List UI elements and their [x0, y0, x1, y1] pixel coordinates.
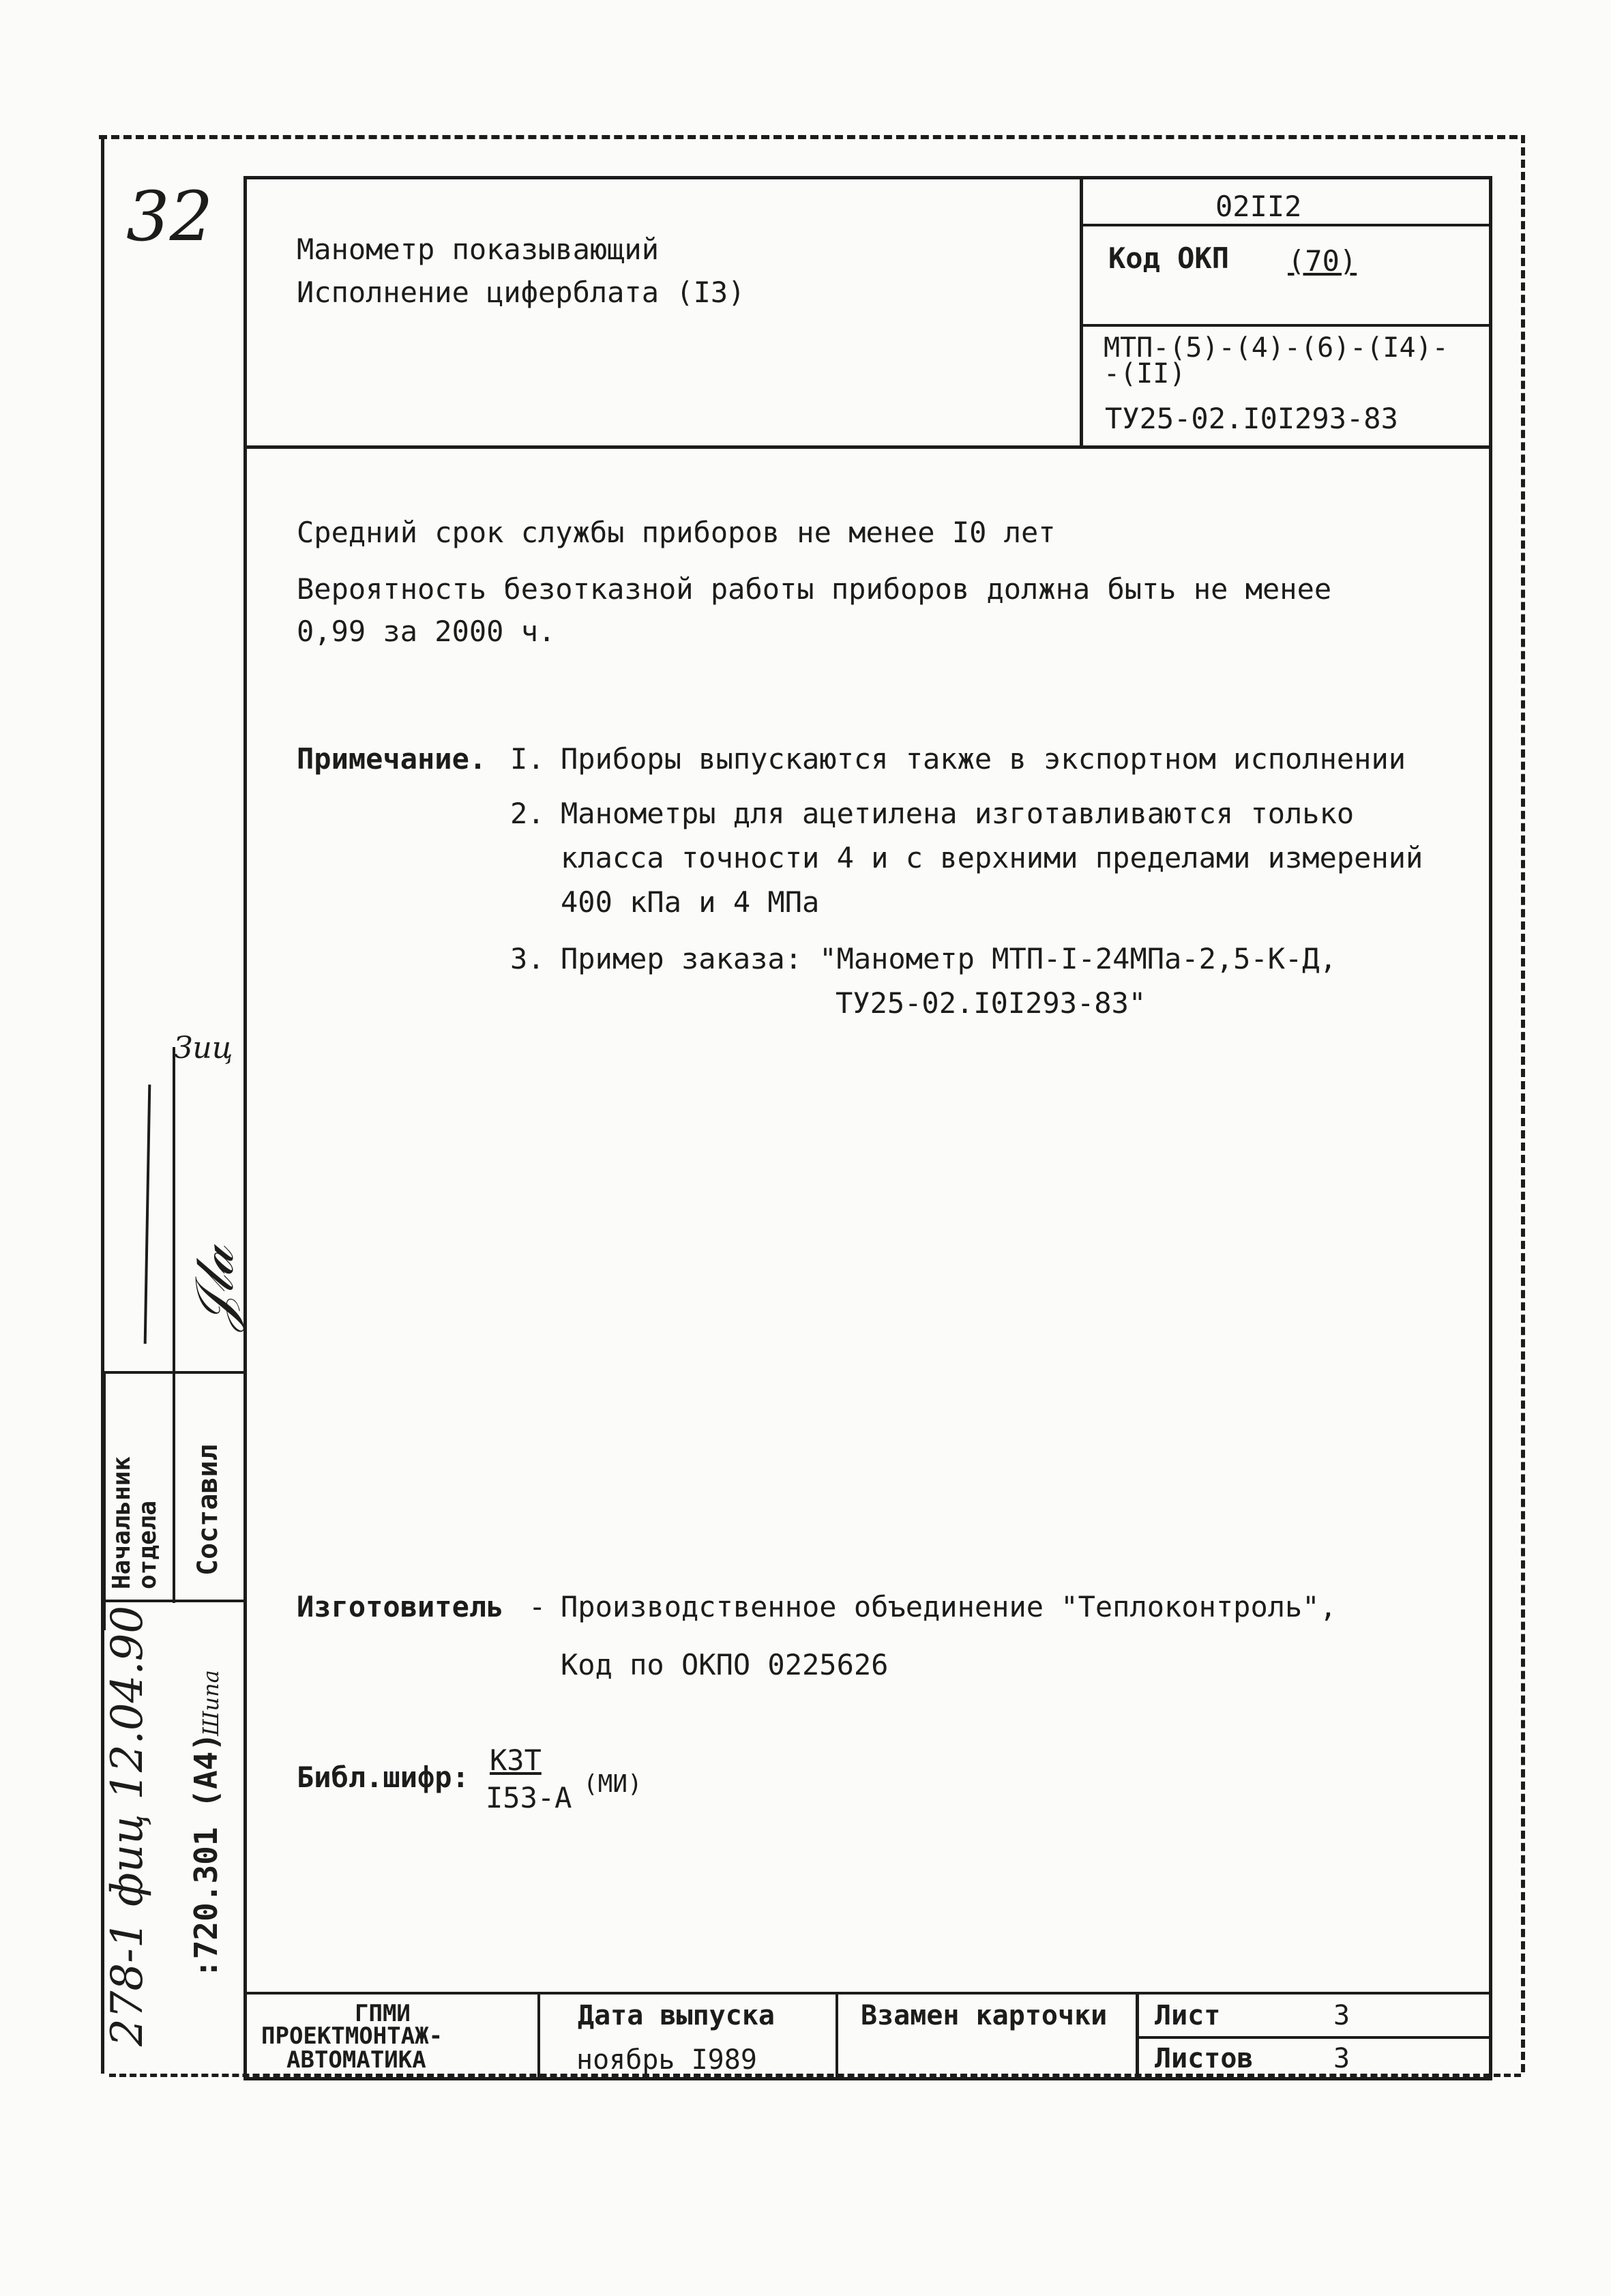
note3-text-2: ТУ25-02.I0I293-83" [836, 986, 1147, 1020]
library-code-label: Библ.шифр: [297, 1761, 469, 1794]
reliability-line-2: 0,99 за 2000 ч. [297, 615, 556, 648]
margin-block-top [104, 1371, 246, 1374]
author-label: Составил [192, 1444, 224, 1576]
note2-text-2: класса точности 4 и с верхними пределами измерений [561, 841, 1423, 874]
classifier-code: 02II2 [1215, 190, 1302, 223]
sheet-number-handwritten: 32 [126, 177, 213, 256]
note-label: Примечание. [297, 742, 487, 776]
maker-label: Изготовитель [297, 1590, 504, 1623]
margin-block-bottom [104, 1600, 246, 1602]
product-subtitle: Исполнение циферблата (I3) [297, 276, 745, 309]
model-code-line1: МТП-(5)-(4)-(6)-(I4)- [1104, 332, 1449, 364]
header-bottom-rule [246, 445, 1491, 449]
signature-author: 𝒥𝓁𝒶 [184, 1246, 246, 1330]
org-name-3: АВТОМАТИКА [286, 2046, 426, 2074]
maker-name: Производственное объединение "Теплоконтроль", [561, 1590, 1337, 1623]
org-name-2: ПРОЕКТМОНТАЖ- [261, 2022, 443, 2050]
footer-sheet-rule [1137, 2036, 1490, 2039]
replaces-card-label: Взамен карточки [861, 2000, 1108, 2031]
note1-text: Приборы выпускаются также в экспортном исполнении [561, 742, 1406, 776]
spec-number: ТУ25-02.I0I293-83 [1105, 402, 1398, 435]
card-frame-bottom [243, 2077, 1492, 2080]
org-name-1: ГПМИ [355, 2000, 411, 2027]
card-frame-right [1489, 176, 1492, 2079]
release-date-value: ноябрь I989 [576, 2044, 757, 2076]
margin-block-mid [173, 1047, 175, 1603]
okp-value: (70) [1288, 244, 1357, 278]
sheets-total-label: Листов [1155, 2043, 1254, 2074]
release-date-label: Дата выпуска [578, 2000, 775, 2031]
sheet-value: 3 [1333, 2000, 1350, 2031]
outer-frame-right [1521, 135, 1525, 2072]
footer-col-rule-2 [836, 1993, 838, 2078]
library-code-bottom: I53-А [486, 1781, 572, 1814]
footer-col-rule-1 [537, 1993, 540, 2078]
model-code-line2: -(II) [1104, 358, 1186, 389]
header-okp-rule [1081, 324, 1490, 327]
margin-block-left [104, 1371, 106, 1630]
note2-number: 2. [510, 797, 545, 830]
signature-note: Зиц [174, 1031, 233, 1065]
okpo-code: Код по ОКПО 0225626 [561, 1648, 889, 1681]
note2-text-3: 400 кПа и 4 МПа [561, 885, 820, 919]
signature-stroke-1 [144, 1085, 151, 1344]
maker-separator: - [529, 1590, 546, 1623]
note2-text-1: Манометры для ацетилена изготавливаются только [561, 797, 1355, 830]
header-vertical-rule [1080, 177, 1083, 447]
sheets-total-value: 3 [1333, 2043, 1350, 2074]
note1-number: I. [510, 742, 545, 776]
note3-text-1: Пример заказа: "Манометр МТП-I-24МПа-2,5-К-Д, [561, 942, 1337, 975]
document-format: :720.301 (А4) [188, 1732, 224, 1978]
okp-label: Код ОКП [1108, 241, 1230, 275]
header-code-rule [1081, 224, 1490, 226]
sheet-label: Лист [1155, 2000, 1221, 2031]
library-code-suffix: (МИ) [583, 1770, 642, 1798]
outer-frame-top [99, 135, 1518, 139]
product-title: Манометр показывающий [297, 233, 660, 266]
library-code-top: КЗТ [490, 1743, 542, 1777]
service-life-line: Средний срок службы приборов не менее I0 лет [297, 516, 1056, 549]
footer-top-rule [246, 1992, 1491, 1995]
head-of-department-label: Начальник отдела [108, 1456, 162, 1589]
note3-number: 3. [510, 942, 545, 975]
inventory-note: 278-1 фиц 12.04.90 [102, 1605, 153, 2046]
card-frame-left [243, 176, 247, 2079]
reliability-line: Вероятность безотказной работы приборов должна быть не менее [297, 572, 1332, 606]
card-frame-top [246, 176, 1492, 179]
stamp-note: Шипа [198, 1670, 224, 1736]
